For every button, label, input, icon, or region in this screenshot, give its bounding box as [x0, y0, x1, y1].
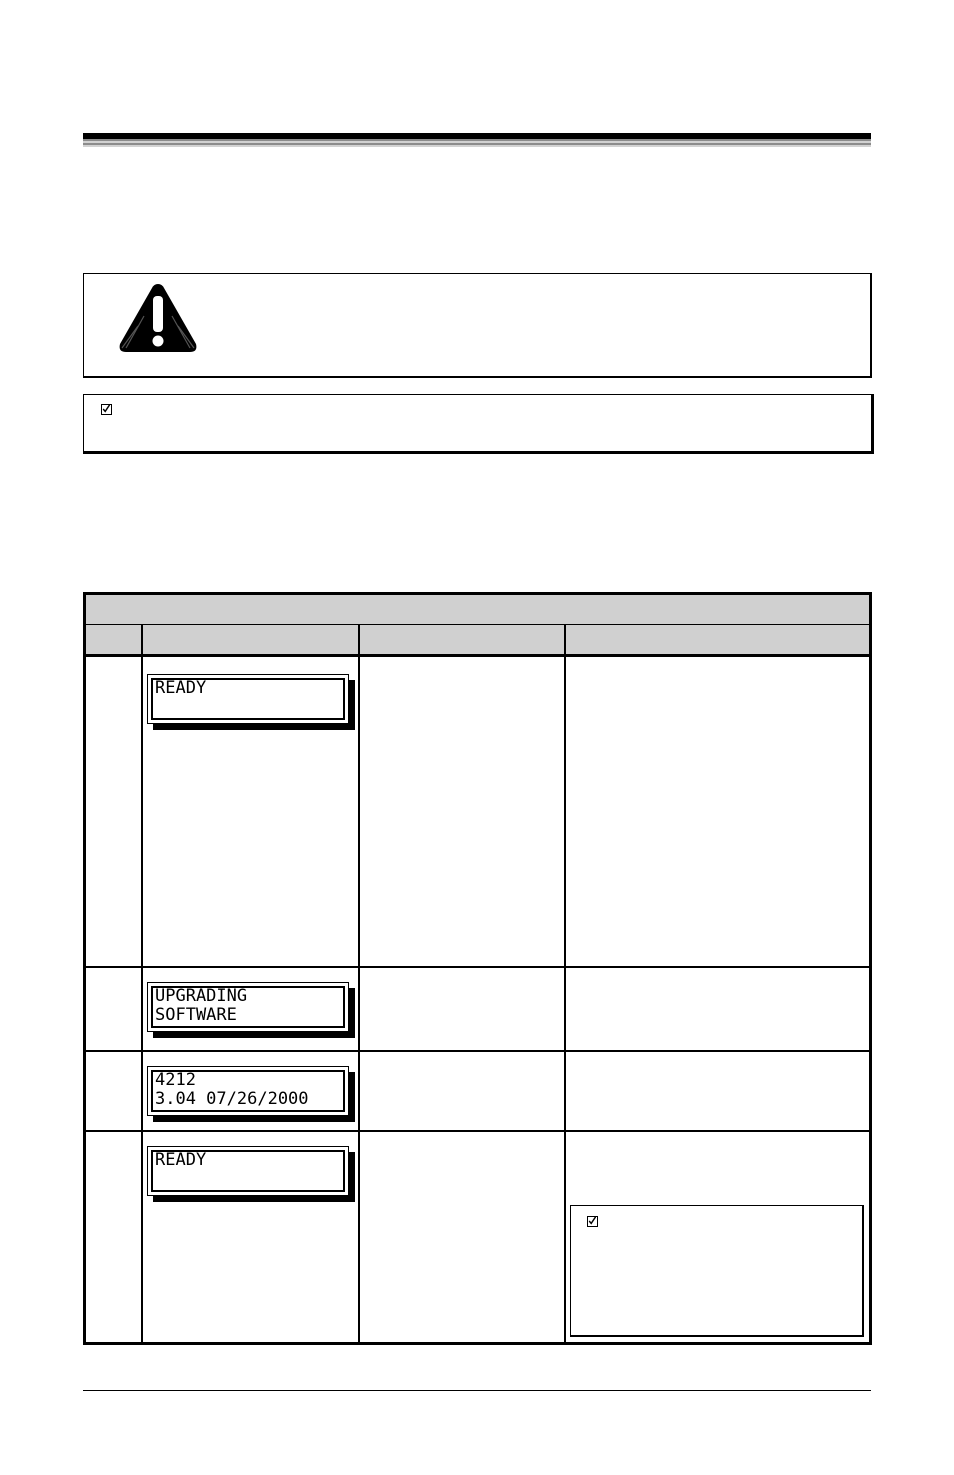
column-divider-action [564, 625, 566, 1342]
note-box [83, 394, 874, 454]
lcd-line-1: UPGRADING [155, 986, 248, 1006]
row-divider-3 [86, 1130, 869, 1132]
procedure-table [83, 592, 872, 1345]
column-divider-step [141, 625, 143, 1342]
table-header-row [86, 625, 869, 657]
table-title-bar [86, 595, 869, 625]
lcd-line-1: 4212 [155, 1070, 196, 1090]
column-divider-display [358, 625, 360, 1342]
checkbox-note-icon [101, 404, 112, 415]
lcd-line-2: 3.04 07/26/2000 [155, 1089, 309, 1109]
lcd-line-2: READY [155, 678, 207, 698]
inner-note-box [570, 1205, 864, 1337]
lcd-line-2: READY [155, 1150, 207, 1170]
row-divider-1 [86, 966, 869, 968]
row-divider-2 [86, 1050, 869, 1052]
warning-triangle-icon [118, 282, 198, 354]
warning-box [83, 273, 872, 378]
lcd-line-2: SOFTWARE [155, 1005, 237, 1025]
footer-rule [83, 1390, 871, 1391]
checkbox-note-icon [587, 1216, 598, 1227]
header-rule-shadow [83, 139, 871, 147]
